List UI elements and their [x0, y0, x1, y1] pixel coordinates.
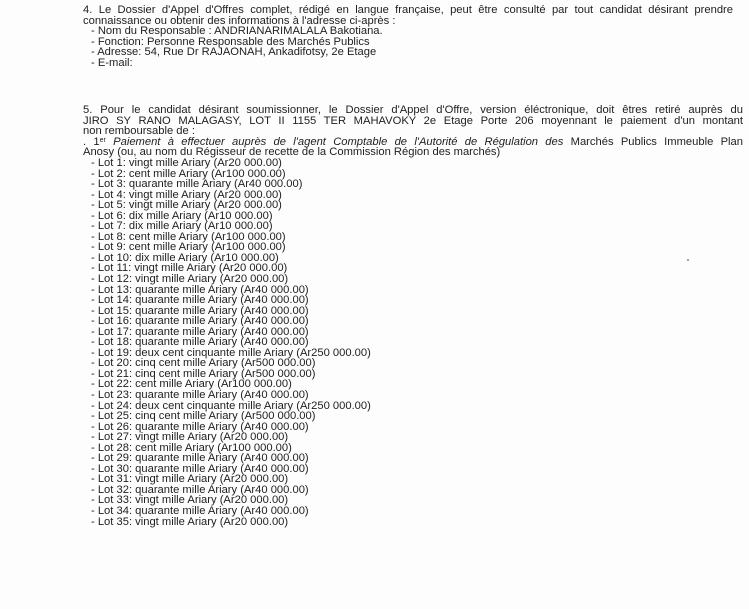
- lot-fee-item: - Lot 26: quarante mille Ariary (Ar40 000.00): [91, 420, 309, 433]
- lot-fee-item: - Lot 5: vingt mille Ariary (Ar20 000.00): [91, 199, 282, 212]
- lot-fee-item: - Lot 29: quarante mille Ariary (Ar40 000.00): [91, 452, 309, 465]
- lot-fee-list: [83, 158, 743, 527]
- lot-fee-item: - Lot 7: dix mille Ariary (Ar10 000.00): [91, 220, 273, 233]
- payment-rest-text: Marchés Publics Immeuble Plan: [570, 135, 743, 148]
- payment-italic-text: Paiement à effectuer auprès de l'agent Comptable de l'Autorité de Régulation des: [113, 135, 564, 148]
- lot-fee-item: - Lot 25: cinq cent mille Ariary (Ar500 000.00): [91, 410, 316, 423]
- section-4-line-2: connaissance ou obtenir des informations à l'adresse ci-après :: [83, 14, 396, 27]
- responsible-function: - Fonction: Personne Responsable des Marchés Publics: [91, 35, 370, 48]
- responsible-email: - E-mail:: [91, 56, 133, 69]
- lot-fee-item: - Lot 24: deux cent cinquante mille Ariary (Ar250 000.00): [91, 399, 371, 412]
- lot-fee-item: - Lot 18: quarante mille Ariary (Ar40 000.00): [91, 336, 309, 349]
- section-4-paragraph: [83, 5, 733, 69]
- lot-fee-item: - Lot 23: quarante mille Ariary (Ar40 000.00): [91, 389, 309, 401]
- lot-fee-item: - Lot 9: cent mille Ariary (Ar100 000.00): [91, 241, 286, 254]
- payment-prefix: . 1: [83, 135, 100, 148]
- lot-fee-item: - Lot 19: deux cent cinquante mille Ariary (Ar250 000.00): [91, 346, 371, 359]
- lot-fee-item: - Lot 31: vingt mille Ariary (Ar20 000.00): [91, 473, 289, 486]
- lot-fee-item: - Lot 16: quarante mille Ariary (Ar40 000.00): [91, 315, 309, 328]
- lot-fee-item: - Lot 3: quarante mille Ariary (Ar40 000.00): [91, 178, 303, 191]
- payment-instruction-line-2: Anosy (ou, au nom du Régisseur de recette de la Commission Région des marchés): [83, 146, 501, 159]
- lot-fee-item: - Lot 6: dix mille Ariary (Ar10 000.00): [91, 209, 273, 222]
- payment-superscript: er: [99, 136, 106, 144]
- lot-fee-item: - Lot 34: quarante mille Ariary (Ar40 000.00): [91, 505, 309, 518]
- lot-fee-item: - Lot 8: cent mille Ariary (Ar100 000.00): [91, 230, 286, 243]
- lot-fee-item: - Lot 17: quarante mille Ariary (Ar40 000.00): [91, 325, 309, 338]
- section-5-line-3: non remboursable de :: [83, 125, 195, 138]
- scan-speck: [687, 259, 689, 261]
- responsible-name: - Nom du Responsable : ANDRIANARIMALALA Bakotiana.: [91, 25, 383, 38]
- lot-fee-item: - Lot 13: quarante mille Ariary (Ar40 000.00): [91, 283, 309, 296]
- lot-fee-item: - Lot 28: cent mille Ariary (Ar100 000.00): [91, 441, 292, 454]
- responsible-address: - Adresse: 54, Rue Dr RAJAONAH, Ankadifotsy, 2e Etage: [91, 46, 377, 59]
- lot-fee-item: - Lot 2: cent mille Ariary (Ar100 000.00): [91, 167, 286, 180]
- lot-fee-item: - Lot 11: vingt mille Ariary (Ar20 000.00): [91, 262, 288, 275]
- lot-fee-item: - Lot 12: vingt mille Ariary (Ar20 000.00): [91, 272, 289, 285]
- lot-fee-item: - Lot 35: vingt mille Ariary (Ar20 000.00): [91, 515, 289, 528]
- section-4-line-1: 4. Le Dossier d'Appel d'Offres complet, rédigé en langue française, peut être consulté par tout candidat désirant prendre: [83, 4, 733, 16]
- lot-fee-item: - Lot 33: vingt mille Ariary (Ar20 000.00): [91, 494, 289, 507]
- lot-fee-item: - Lot 10: dix mille Ariary (Ar10 000.00): [91, 251, 279, 264]
- lot-fee-item: - Lot 21: cinq cent mille Ariary (Ar500 000.00): [91, 367, 316, 380]
- section-5-line-1: 5. Pour le candidat désirant soumissionner, le Dossier d'Appel d'Offre, version éléctronique, doit êtres retiré auprès du: [83, 104, 743, 116]
- lot-fee-item: - Lot 15: quarante mille Ariary (Ar40 000.00): [91, 304, 309, 317]
- lot-fee-item: - Lot 1: vingt mille Ariary (Ar20 000.00): [91, 156, 282, 169]
- lot-fee-item: - Lot 4: vingt mille Ariary (Ar20 000.00): [91, 188, 282, 201]
- lot-fee-item: - Lot 20: cinq cent mille Ariary (Ar500 000.00): [91, 357, 316, 370]
- lot-fee-item: - Lot 30: quarante mille Ariary (Ar40 000.00): [91, 462, 309, 475]
- section-5-paragraph: [83, 105, 743, 527]
- lot-fee-item: - Lot 32: quarante mille Ariary (Ar40 000.00): [91, 483, 309, 496]
- lot-fee-item: - Lot 27: vingt mille Ariary (Ar20 000.00): [91, 431, 289, 444]
- lot-fee-item: - Lot 22: cent mille Ariary (Ar100 000.00): [91, 378, 292, 391]
- section-5-line-2: JIRO SY RANO MALAGASY, LOT II 1155 TER MAHAVOKY 2e Etage Porte 206 moyennant le paiement d'un montant: [83, 114, 743, 127]
- lot-fee-item: - Lot 14: quarante mille Ariary (Ar40 000.00): [91, 294, 309, 307]
